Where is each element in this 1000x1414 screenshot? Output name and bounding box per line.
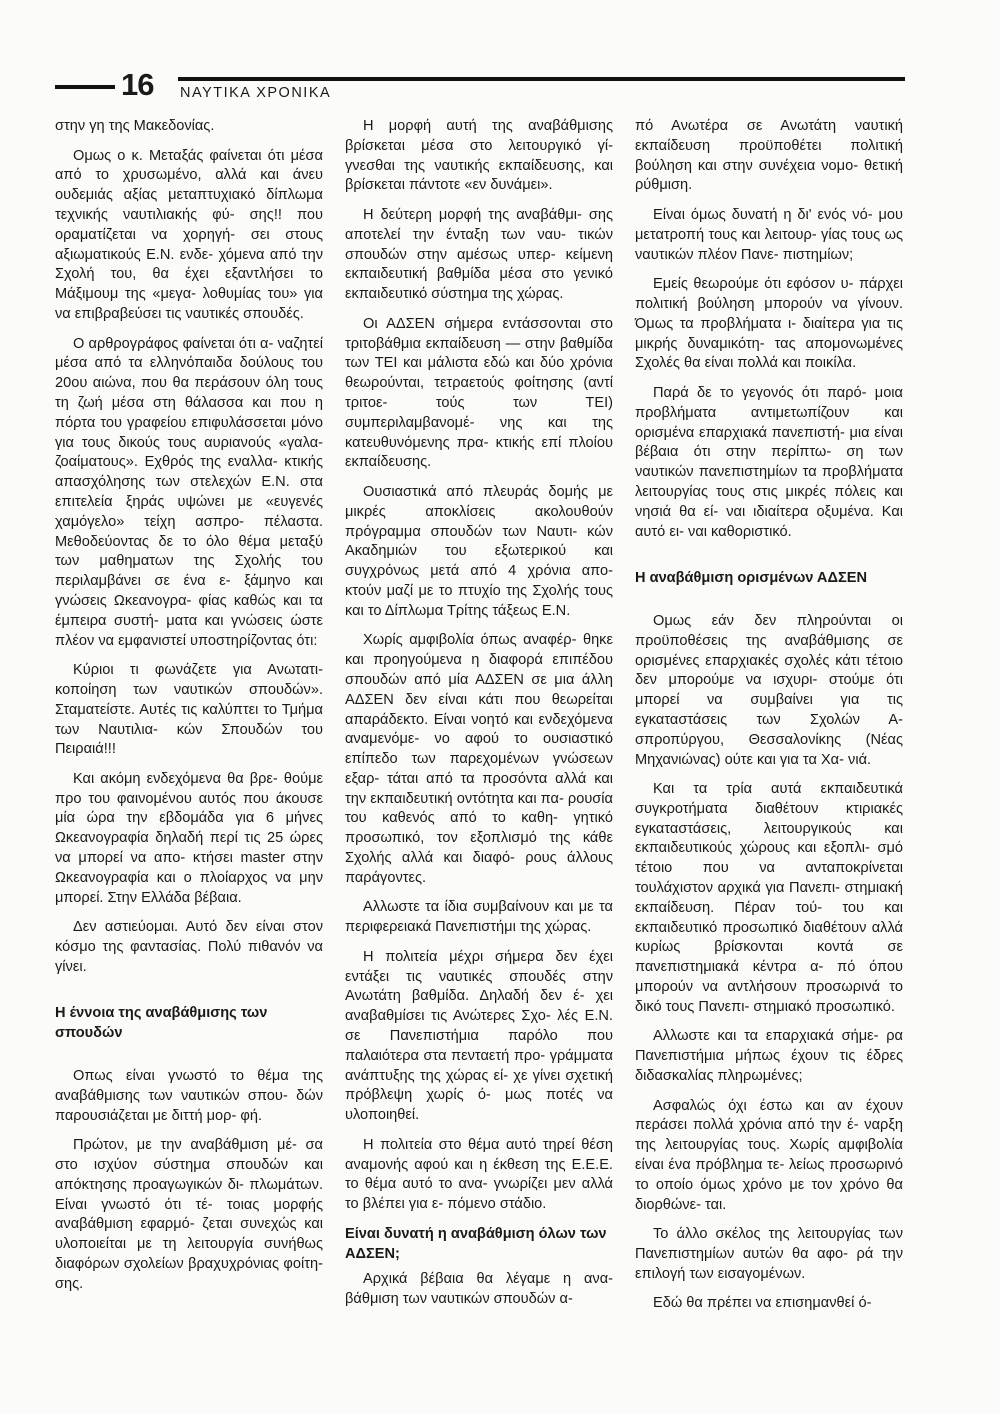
header-rule-right [178, 77, 905, 81]
paragraph: Ουσιαστικά από πλευράς δομής με μικρές αποκλίσεις ακολουθούν πρόγραμμα σπουδών των Ναυτι- κών Ακαδημιών του εξωτερικού και συγχρόνως μετά από 4 χρόνια απο- κτούν μαζί με το πτυχίο της Σχολής τους και το Δίπλωμα Τρίτης τάξεως Ε.Ν. [345, 483, 613, 619]
paragraph: Ο αρθρογράφος φαίνεται ότι α- ναζητεί μέσα από τα ελληνόπαιδα δούλους του 20ου αιώνα, που θα περάσουν όλη τους τη ζωή μέσα στη θάλασσα και που η πόρτα του γραφείου επιφυλάσσεται μόνο για τους δικούς τους αυριανούς «γαλα- ζοαίματους». Εχθρός της εναλλα- κτικής απασχόλησης των στελεχών Ε.Ν. στα επιτελεία ξηράς υψώνει με «ευγενές χαμόγελο» τείχη ασπρο- πέλαστα. Μεθοδεύοντας δε το όλο θέμα μεταξύ των μαθηματων της Σχολής του περιλαμβάνει σε ένα ε- ξάμηνο και γνώσεις Ωκεανογρα- φίας καθώς και τα έμπειρα συστή- ματα και γνώσεις ώστε πλέον να εμφανιστεί υποστηρίζοντας ότι: [55, 335, 323, 649]
section-heading: Η αναβάθμιση ορισμένων ΑΔΣΕΝ [635, 570, 867, 587]
section-heading: Είναι δυνατή η αναβάθμιση όλων των ΑΔΣΕΝ; [345, 1225, 607, 1262]
paragraph: Οι ΑΔΣΕΝ σήμερα εντάσσονται στο τριτοβάθμια εκπαίδευση — στην βαθμίδα των ΤΕΙ και μάλιστα εδώ και δύο χρόνια θεωρούνται, τετραετούς φοίτησης (αντί τριτοε- τούς των ΤΕΙ) συμπεριλαμβανομέ- νης και της κατευθυνόμενης πρα- κτικής επί πλοίου εκπαίδευσης. [345, 315, 613, 471]
paragraph: Οπως είναι γνωστό το θέμα της αναβάθμισης των ναυτικών σπου- δών παρουσιάζεται με διττή μορ- φή. [55, 1068, 323, 1124]
paragraph: Χωρίς αμφιβολία όπως αναφέρ- θηκε και προηγούμενα η διαφορά επιπέδου σπουδών από μία ΑΔΣΕΝ σε μια άλλη ΑΔΣΕΝ δεν είναι κάτι που θεωρείται απαράδεκτο. Είναι νοητό και ενδεχόμενα αναμενόμε- νο αφού το ουσιαστικό επίπεδο των παρεχομένων γνώσεων εξαρ- τάται από τα προσόντα αλλά και την εκπαιδευτική οντότητα και πα- ρουσία του καθενός από το καθη- γητικό προσωπικό, τον εξοπλισμό της κάθε Σχολής αλλά και διαφό- ρους άλλους παράγοντες. [345, 632, 613, 886]
paragraph: Εμείς θεωρούμε ότι εφόσον υ- πάρχει πολιτική βούληση μπορούν να γίνουν. Όμως τα προβλήματα ι- διαίτερα για τις μικρής δυναμικότη- τας απομονωμένες Σχολές θα είναι πολλά και ποικίλα. [635, 276, 903, 372]
section-heading: Η έννοια της αναβάθμισης των σπουδών [55, 1005, 268, 1042]
article-column-2 [345, 117, 613, 1320]
paragraph: Ομως ο κ. Μεταξάς φαίνεται ότι μέσα από το χρυσωμένο, αλλά και άνευ ουδεμιάς αξίας μεταπτυχιακό δίπλωμα τεχνικής ναυτιλιακής φύ- σης!! που οραματίζεται να χορηγή- σει στους αξιωματικούς Ε.Ν. ενδε- χόμενα από την Σχολή του, θα έχει εξαντλήσει το Μάξιμουμ της «μεγα- λοθυμίας του» για να επιβραβεύσει τις ναυτικές σπουδές. [55, 147, 323, 322]
paragraph: Και ακόμη ενδεχόμενα θα βρε- θούμε προ του φαινομένου αυτός που άκουσε μία ώρα την εβδομάδα για 6 μήνες Ωκεανογραφία δηλαδή περί τις 25 ώρες να μπορεί να απο- κτήσει master στην Ωκεανογραφία και ο πλοίαρχος να μην μπορεί. Στην Ελλάδα βέβαια. [55, 770, 323, 906]
paragraph: Πρώτον, με την αναβάθμιση μέ- σα στο ισχύον σύστημα σπουδών και απόκτησης προαγωγικών δι- πλωμάτων. Είναι γνωστό ότι τέ- τοιας μορφής αναβάθμιση εφαρμό- ζεται συνεχώς και υλοποιείται με τη λειτουργία συνήθως διαφόρων σχολείων βραχυχρόνιας φοίτη- σης. [55, 1137, 323, 1292]
publication-title: ΝΑΥΤΙΚΑ ΧΡΟΝΙΚΑ [180, 85, 332, 101]
paragraph: Αλλωστε και τα επαρχιακά σήμε- ρα Πανεπιστήμια μήπως έχουν τις έδρες διδασκαλίας πληρωμένες; [635, 1028, 903, 1085]
paragraph: Η πολιτεία μέχρι σήμερα δεν έχει εντάξει τις ναυτικές σπουδές στην Ανωτάτη βαθμίδα. Δηλαδή δεν έ- χει αναβαθμίσει τις Ανώτερες Σχο- λές Ε.Ν. σε Πανεπιστήμια παρόλο που παλαιότερα στα πενταετή προ- γράμματα ανάπτυξης της χώρας εί- χε γίνει σχετική πρόβλεψη χωρίς ό- μως ποτές να υλοποιηθεί. [345, 948, 613, 1124]
article-column-1 [55, 117, 323, 1304]
paragraph: Ασφαλώς όχι έστω και αν έχουν περάσει πολλά χρόνια από την έ- ναρξη της λειτουργίας τους. Χωρίς αμφιβολία είναι ένα πρόβλημα τε- λείως προσωρινό το οποίο όμως χρόνο με τον χρόνο θα διορθώνε- ται. [635, 1097, 903, 1213]
header-rule-left [55, 85, 115, 89]
paragraph: Η δεύτερη μορφή της αναβάθμι- σης αποτελεί την ένταξη των ναυ- τικών σπουδών στην αμέσως υπερ- κείμενη εκπαιδευτική βαθμίδα μέσα στο γενικό εκπαιδευτικό σύστημα της χώρας. [345, 206, 613, 303]
paragraph: Και τα τρία αυτά εκπαιδευτικά συγκροτήματα διαθέτουν κτιριακές εγκαταστάσεις, λειτουργικούς και εκπαιδευτικούς χώρους και εξοπλι- σμό τέτοιο που να ανταποκρίνεται τουλάχιστον αρχικά για Πανεπι- στημιακή εκπαίδευση. Πέραν τού- του και εκπαιδευτικό προσωπικό διαθέτουν αλλά κυρίως βρίσκονται κοντά σε πανεπιστημιακά κέντρα α- πό όπου μπορούν να αντλήσουν προσωρινά το δικό τους Πανεπι- στημιακό προσωπικό. [635, 781, 903, 1015]
paragraph: Αλλωστε τα ίδια συμβαίνουν και με τα περιφερειακά Πανεπιστήμι της χώρας. [345, 899, 613, 936]
page-header [55, 67, 905, 102]
paragraph: Εδώ θα πρέπει να επισημανθεί ό- [653, 1295, 872, 1312]
paragraph: Ομως εάν δεν πληρούνται οι προϋποθέσεις της αναβάθμισης σε ορισμένες επαρχιακές σχολές κάτι τέτοιο δεν μπορούμε να ισχυρι- στούμε ότι μπορεί να συμβαίνει για τις εγκαταστάσεις των Σχολών Α- σπροπύργου, Θεσσαλονίκης (Νέας Μηχανιώνας) ούτε και για τα Χα- νιά. [635, 612, 903, 768]
paragraph: Η μορφή αυτή της αναβάθμισης βρίσκεται μέσα στο λειτουργικό γί- γνεσθαι της ναυτικής εκπαίδευσης, και βρίσκεται πάντοτε «εν δυνάμει». [345, 118, 613, 194]
paragraph: Αρχικά βέβαια θα λέγαμε η ανα- βάθμιση των ναυτικών σπουδών α- [345, 1271, 613, 1308]
paragraph: Η πολιτεία στο θέμα αυτό τηρεί θέση αναμονής αφού και η έκθεση της Ε.Ε.Ε. το θέμα αυτό το ανα- γνωρίζει μεν αλλά το βλέπει για ε- πόμενο στάδιο. [345, 1136, 613, 1213]
paragraph: Το άλλο σκέλος της λειτουργίας των Πανεπιστημίων αυτών θα αφο- ρά την επιλογή των εισαγομένων. [635, 1226, 903, 1282]
paragraph: στην γη της Μακεδονίας. [55, 118, 215, 134]
paragraph: Παρά δε το γεγονός ότι παρό- μοια προβλήματα αντιμετωπίζουν και ορισμένα επαρχιακά πανεπιστή- μια είναι βέβαια ότι στην περίπτω- ση των ναυτικών πανεπιστημίων τα προβλήματα λειτουργίας τους στις μικρές πόλεις και νησιά θα εί- ναι ιδιαίτερα οξυμένα. Και αυτό ει- ναι καθοριστικό. [635, 384, 903, 540]
page-number: 16 [121, 67, 154, 102]
paragraph: Κύριοι τι φωνάζετε για Ανωτατι- κοποίηση των ναυτικών σπουδών». Σταματείστε. Αυτές τις καλύπτει το Τμήμα των Ναυτιλια- κών Σπουδών του Πειραιά!!! [55, 662, 323, 758]
paragraph: Δεν αστιεύομαι. Αυτό δεν είναι στον κόσμο της φαντασίας. Πολύ πιθανόν να γίνει. [55, 919, 323, 975]
paragraph: Είναι όμως δυνατή η δι' ενός νό- μου μετατροπή τους και λειτουρ- γίας τους ως ναυτικών πλέον Πανε- πιστημίων; [635, 206, 903, 263]
paragraph: πό Ανωτέρα σε Ανωτάτη ναυτική εκπαίδευση προϋποθέτει πολιτική βούληση και στην συνέχεια νομο- θετική ρύθμιση. [635, 118, 903, 194]
article-column-3 [635, 117, 903, 1324]
